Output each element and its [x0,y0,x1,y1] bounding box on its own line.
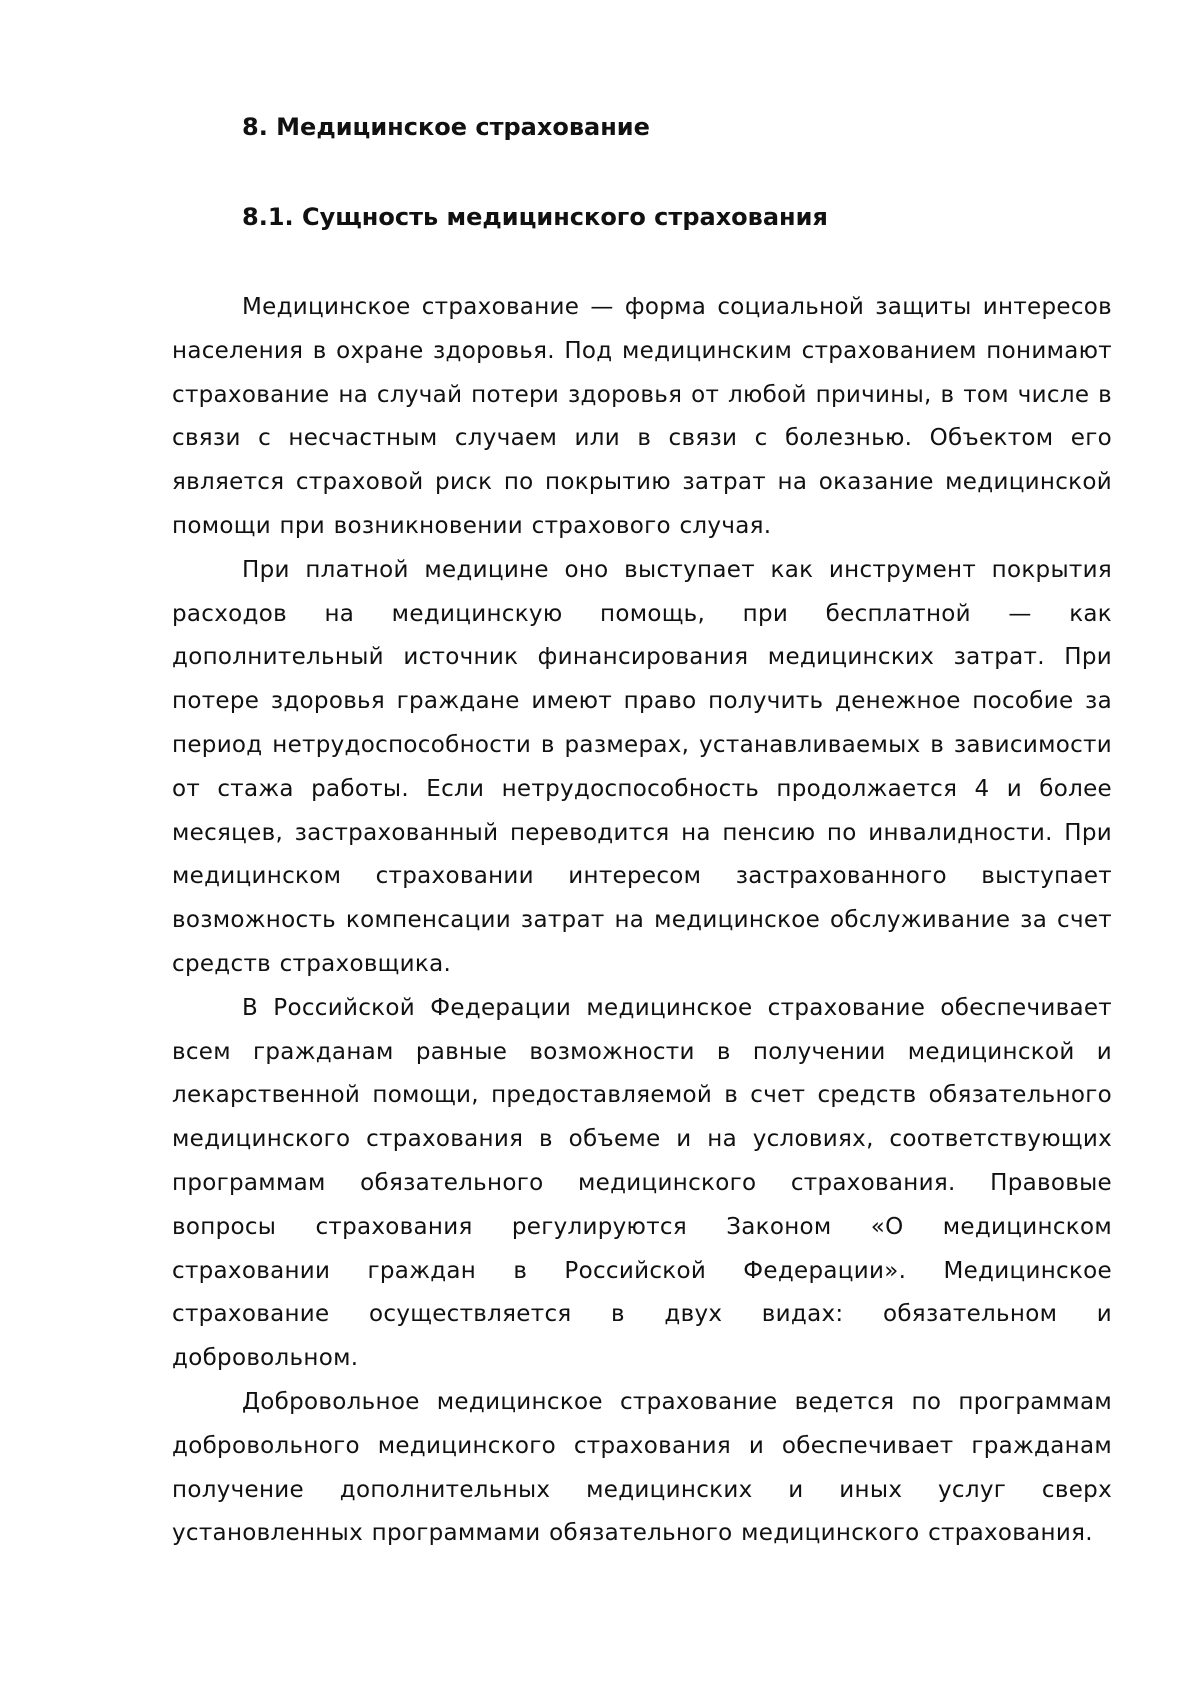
paragraph-4: Добровольное медицинское страхование ведется по программам добровольного медицинского страхования и обеспечивает гражданам получение дополнительных медицинских и иных услуг сверх установленных программами обязательного медицинского страхования. [172,1388,1112,1547]
section-title: 8.1. Сущность медицинского страхования [242,203,828,231]
paragraph-3: В Российской Федерации медицинское страхование обеспечивает всем гражданам равные возможности в получении медицинской и лекарственной помощи, предоставляемой в счет средств обязательного медицинского страхования в объеме и на условиях, соответствующих программам обязательного медицинского страхования. Правовые вопросы страхования регулируются Законом «О медицинском страховании граждан в Российской Федерации». Медицинское страхование осуществляется в двух видах: обязательном и добровольном. [172,994,1112,1372]
body-text [172,286,1112,1556]
paragraph-1: Медицинское страхование — форма социальной защиты интересов населения в охране здоровья. Под медицинским страхованием понимают страхование на случай потери здоровья от любой причины, в том числе в связи с несчастным случаем или в связи с болезнью. Объектом его является страховой риск по покрытию затрат на оказание медицинской помощи при возникновении страхового случая. [172,294,1112,539]
chapter-title: 8. Медицинское страхование [242,113,650,141]
paragraph-2: При платной медицине оно выступает как инструмент покрытия расходов на медицинскую помощь, при бесплатной — как дополнительный источник финансирования медицинских затрат. При потере здоровья граждане имеют право получить денежное пособие за период нетрудоспособности в размерах, устанавливаемых в зависимости от стажа работы. Если нетрудоспособность продолжается 4 и более месяцев, застрахованный переводится на пенсию по инвалидности. При медицинском страховании интересом застрахованного выступает возможность компенсации затрат на медицинское обслуживание за счет средств страховщика. [172,556,1112,977]
